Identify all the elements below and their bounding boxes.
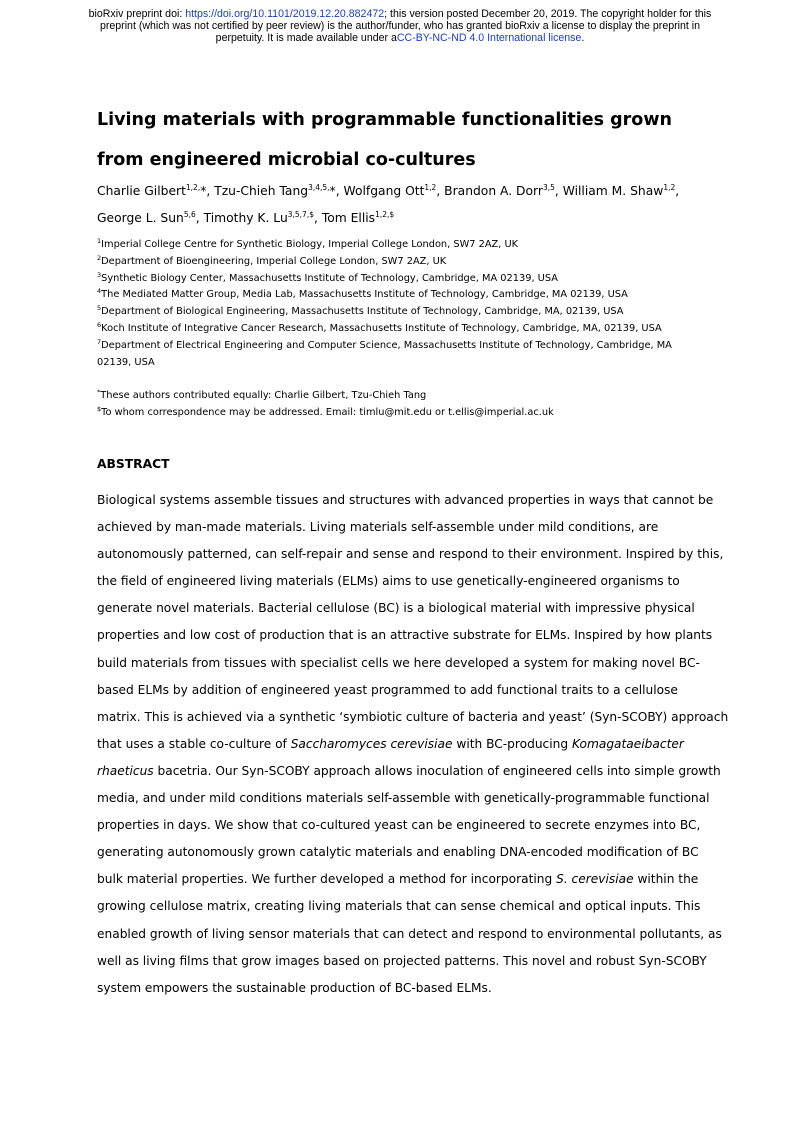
abstract-text: properties and low cost of production that is an attractive substrate for ELMs. Inspired by how plants (97, 628, 713, 643)
author-separator: , (335, 184, 344, 198)
preprint-license-suffix: . (581, 32, 585, 44)
author-affiliation-marks: 3,5 (542, 183, 555, 192)
author-name: Tzu-Chieh Tang (214, 184, 309, 198)
affiliation-text: Department of Bioengineering, Imperial College London, SW7 2AZ, UK (101, 255, 447, 267)
preprint-doi-prefix: bioRxiv preprint doi: (88, 8, 186, 20)
author-name: George L. Sun (97, 211, 184, 225)
author (214, 184, 343, 198)
preprint-posted-text: ; this version posted December 20, 2019. The copyright holder for this (384, 8, 712, 20)
abstract-text: the field of engineered living materials (ELMs) aims to use genetically-engineered organisms to (97, 574, 680, 589)
author-equal-mark: * (329, 184, 336, 198)
author-affiliation-marks: 1,2,$ (375, 210, 395, 219)
author-notes (97, 387, 697, 421)
abstract-line (97, 568, 707, 595)
species-name: rhaeticus (97, 763, 154, 778)
correspondence-note (97, 404, 697, 421)
abstract-body (97, 487, 729, 1002)
author-separator: , (195, 211, 204, 225)
affiliation-number: 2 (97, 253, 102, 262)
abstract-line (97, 541, 724, 568)
equal-contribution-text: These authors contributed equally: Charlie Gilbert, Tzu-Chieh Tang (100, 390, 427, 401)
author-name: Timothy K. Lu (203, 211, 288, 225)
author-affiliation-marks: 3,4,5, (308, 183, 330, 192)
preprint-line-2: preprint (which was not certified by peer review) is the author/funder, who has granted bioRxiv a license to display the preprint in (99, 20, 701, 32)
author (444, 184, 563, 198)
affiliation-number: 7 (97, 337, 102, 346)
abstract-text: media, and under mild conditions materials self-assemble with genetically-programmable functional (97, 791, 710, 806)
abstract-line (97, 785, 710, 812)
abstract-text: growing cellulose matrix, creating living materials that can sense chemical and optical inputs. This (97, 899, 701, 914)
paper-title: Living materials with programmable functionalities grown from engineered microbial co-cultures (97, 110, 672, 170)
affiliation-number: 4 (97, 287, 102, 296)
doi-link[interactable]: https://doi.org/10.1101/2019.12.20.882472 (185, 8, 385, 20)
abstract-text: that uses a stable co-culture of (97, 736, 291, 751)
affiliation-number: 1 (97, 237, 102, 245)
abstract-line (97, 839, 707, 866)
abstract-text: generate novel materials. Bacterial cellulose (BC) is a biological material with impressive physical (97, 601, 695, 616)
author (322, 211, 394, 225)
abstract-line (97, 650, 707, 677)
correspondence-mark: $ (97, 405, 102, 413)
author-name: William M. Shaw (562, 184, 664, 198)
affiliation-item (97, 237, 697, 254)
affiliation-item (97, 287, 697, 304)
abstract-text: within the (633, 872, 699, 887)
species-name: Komagataeibacter (571, 736, 684, 751)
author-name: Tom Ellis (321, 211, 376, 225)
author (97, 184, 214, 198)
affiliation-item (97, 254, 697, 271)
abstract-text: properties in days. We show that co-cultured yeast can be engineered to secrete enzymes into BC, (97, 818, 701, 833)
abstract-line (97, 866, 707, 893)
abstract-text: autonomously patterned, can self-repair and sense and respond to their environment. Inspired by this, (97, 547, 724, 562)
author-separator: , (314, 211, 322, 225)
abstract-text: enabled growth of living sensor materials that can detect and respond to environmental pollutants, as (97, 926, 722, 941)
license-link[interactable]: CC-BY-NC-ND 4.0 International license (396, 32, 582, 44)
affiliation-text: Department of Biological Engineering, Massachusetts Institute of Technology, Cambridge, MA, 02139, USA (101, 306, 624, 318)
author (97, 211, 204, 225)
author-affiliation-marks: 3,5,7,$ (287, 210, 314, 219)
affiliation-item (97, 338, 697, 372)
abstract-heading: ABSTRACT (97, 457, 170, 471)
species-name: Saccharomyces cerevisiae (290, 736, 453, 751)
equal-contribution-mark: * (97, 388, 101, 396)
abstract-line (97, 514, 707, 541)
affiliation-item (97, 271, 697, 288)
abstract-line (97, 704, 729, 731)
abstract-text: achieved by man-made materials. Living materials self-assemble under mild conditions, are (97, 520, 659, 535)
abstract-line (97, 622, 713, 649)
affiliation-text: Department of Electrical Engineering and Computer Science, Massachusetts Institute of Technology, Cambridge, MA 02139, USA (97, 339, 672, 368)
abstract-line (97, 893, 707, 920)
abstract-text: bulk material properties. We further developed a method for incorporating (97, 872, 557, 887)
abstract-line (97, 595, 707, 622)
equal-contribution-note (97, 387, 697, 404)
affiliation-text: Synthetic Biology Center, Massachusetts Institute of Technology, Cambridge, MA 02139, USA (101, 272, 558, 284)
author (204, 211, 322, 225)
author-affiliation-marks: 1,2, (185, 183, 201, 192)
abstract-line (97, 677, 707, 704)
author-affiliation-marks: 1,2 (663, 183, 676, 192)
author-affiliation-marks: 1,2 (424, 183, 437, 192)
affiliation-number: 3 (97, 270, 102, 279)
abstract-text: generating autonomously grown catalytic materials and enabling DNA-encoded modification of BC (97, 845, 699, 860)
author (563, 184, 679, 198)
affiliation-text: The Mediated Matter Group, Media Lab, Massachusetts Institute of Technology, Cambridge, MA 02139, USA (101, 289, 628, 301)
abstract-text: Biological systems assemble tissues and structures with advanced properties in ways that cannot be (97, 493, 714, 507)
abstract-line (97, 731, 707, 758)
affiliation-list (97, 237, 697, 371)
affiliation-item (97, 321, 697, 338)
abstract-text: based ELMs by addition of engineered yeast programmed to add functional traits to a cellulose (97, 682, 678, 697)
preprint-line-1 (60, 8, 740, 20)
abstract-text: matrix. This is achieved via a synthetic ‘symbiotic culture of bacteria and yeast’ (Syn-SCOBY) approach (97, 709, 729, 724)
author-equal-mark: * (200, 184, 207, 198)
author-separator: , (436, 184, 445, 198)
preprint-notice (60, 8, 740, 44)
author-separator: , (554, 184, 563, 198)
abstract-text: system empowers the sustainable production of BC-based ELMs. (97, 980, 492, 995)
author-separator: , (206, 184, 215, 198)
affiliation-number: 6 (97, 320, 102, 329)
affiliation-item (97, 304, 697, 321)
author (344, 184, 445, 198)
abstract-line (97, 487, 714, 514)
correspondence-text: To whom correspondence may be addressed. Email: timlu@mit.edu or t.ellis@imperial.ac.uk (101, 407, 554, 418)
affiliation-text: Imperial College Centre for Synthetic Biology, Imperial College London, SW7 2AZ, UK (101, 239, 519, 250)
affiliation-number: 5 (97, 304, 102, 313)
author-affiliation-marks: 5,6 (183, 210, 196, 219)
abstract-text: bacetria. Our Syn-SCOBY approach allows inoculation of engineered cells into simple growth (153, 763, 721, 778)
abstract-line (97, 758, 721, 785)
abstract-text: well as living films that grow images based on projected patterns. This novel and robust Syn-SCOBY (97, 953, 707, 968)
author-name: Charlie Gilbert (97, 184, 186, 198)
preprint-line-3 (60, 32, 740, 44)
author-name: Brandon A. Dorr (444, 184, 543, 198)
abstract-line (97, 948, 707, 975)
author-separator: , (675, 184, 680, 198)
abstract-line (97, 812, 707, 839)
abstract-text: with BC-producing (452, 736, 572, 751)
author-list (97, 178, 707, 232)
species-name: S. cerevisiae (556, 872, 634, 887)
affiliation-text: Koch Institute of Integrative Cancer Research, Massachusetts Institute of Technology, Cambridge, MA, 02139, USA (101, 322, 662, 334)
abstract-text: build materials from tissues with specialist cells we here developed a system for making novel BC- (97, 655, 700, 670)
abstract-line (97, 921, 722, 948)
abstract-line (97, 975, 707, 1002)
author-name: Wolfgang Ott (343, 184, 425, 198)
preprint-license-prefix: perpetuity. It is made available under a (215, 32, 397, 44)
